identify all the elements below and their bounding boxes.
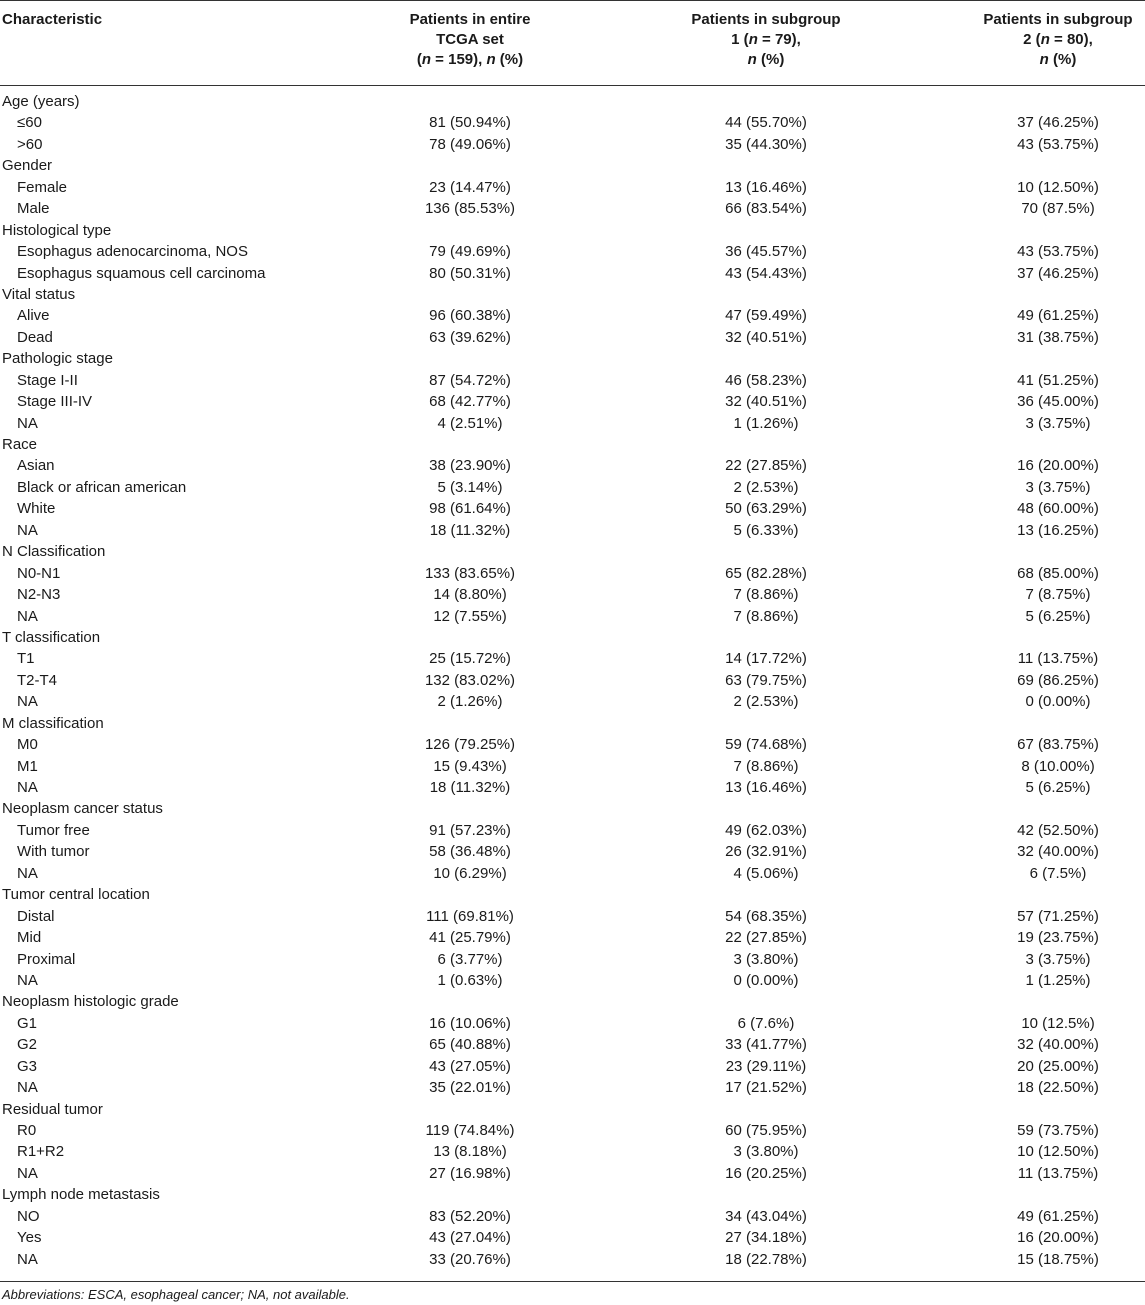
- header-subgroup-1: [666, 10, 866, 70]
- cell-subgroup-1: 50 (63.29%): [725, 500, 807, 518]
- row-label: R1+R2: [17, 1143, 65, 1161]
- cell-subgroup-2: 67 (83.75%): [1017, 736, 1099, 754]
- header-text: Characteristic: [2, 11, 103, 28]
- cell-subgroup-2: 43 (53.75%): [1017, 243, 1099, 261]
- table-section-row: [0, 541, 1145, 562]
- cell-entire-set: 81 (50.94%): [429, 114, 511, 132]
- table-row: [0, 927, 1145, 948]
- cell-entire-set: 126 (79.25%): [424, 736, 516, 754]
- cell-entire-set: 5 (3.14%): [437, 478, 503, 496]
- row-label: Race: [2, 436, 38, 453]
- cell-subgroup-2: 6 (7.5%): [1029, 864, 1087, 882]
- cell-entire-set: 2 (1.26%): [437, 693, 503, 711]
- cell-subgroup-1: 3 (3.80%): [733, 950, 799, 968]
- cell-entire-set: 1 (0.63%): [437, 971, 503, 989]
- table-row: [0, 1227, 1145, 1248]
- row-label: Neoplasm cancer status: [2, 800, 163, 818]
- cell-subgroup-1: 33 (41.77%): [725, 1036, 807, 1054]
- table-row: [0, 1141, 1145, 1162]
- cell-entire-set: 41 (25.79%): [429, 929, 511, 947]
- row-label: T2-T4: [17, 671, 58, 689]
- cell-entire-set: 63 (39.62%): [429, 328, 511, 346]
- row-label: T classification: [2, 628, 101, 646]
- table-body: [0, 91, 1145, 1270]
- cell-subgroup-1: 14 (17.72%): [725, 650, 807, 668]
- cell-subgroup-2: 10 (12.50%): [1017, 178, 1099, 196]
- table-row: [0, 1249, 1145, 1270]
- header-text: Patients in subgroup: [691, 11, 841, 28]
- table-row: [0, 391, 1145, 412]
- table-row: [0, 1034, 1145, 1055]
- header-text: 1 (n = 79),: [731, 31, 801, 48]
- row-label: M classification: [2, 714, 104, 732]
- cell-subgroup-2: 36 (45.00%): [1017, 393, 1099, 411]
- table-row: [0, 177, 1145, 198]
- cell-subgroup-1: 13 (16.46%): [725, 779, 807, 796]
- row-label: Proximal: [17, 950, 76, 968]
- row-label: G2: [17, 1036, 38, 1054]
- table-row: [0, 906, 1145, 927]
- row-label: NA: [17, 607, 38, 625]
- row-label: Dead: [17, 328, 53, 346]
- cell-subgroup-2: 3 (3.75%): [1025, 478, 1091, 496]
- cell-subgroup-2: 68 (85.00%): [1017, 564, 1099, 582]
- cell-subgroup-1: 65 (82.28%): [725, 564, 807, 582]
- row-label: NA: [17, 521, 38, 539]
- table-row: [0, 520, 1145, 541]
- row-label: NA: [17, 779, 38, 796]
- cell-entire-set: 38 (23.90%): [429, 457, 511, 475]
- cell-subgroup-1: 4 (5.06%): [733, 864, 799, 882]
- cell-entire-set: 18 (11.32%): [429, 779, 511, 796]
- row-label: Residual tumor: [2, 1100, 103, 1118]
- cell-subgroup-2: 42 (52.50%): [1017, 821, 1099, 839]
- row-label: White: [17, 500, 56, 518]
- cell-subgroup-2: 57 (71.25%): [1017, 907, 1099, 925]
- cell-entire-set: 25 (15.72%): [429, 650, 511, 668]
- row-label: NA: [17, 971, 38, 989]
- table-row: [0, 777, 1145, 798]
- cell-subgroup-2: 1 (1.25%): [1025, 971, 1091, 989]
- row-label: G3: [17, 1057, 38, 1075]
- row-label: NA: [17, 693, 38, 711]
- cell-subgroup-1: 5 (6.33%): [733, 521, 799, 539]
- cell-entire-set: 96 (60.38%): [429, 307, 511, 325]
- cell-entire-set: 18 (11.32%): [429, 521, 511, 539]
- table-row: [0, 112, 1145, 133]
- cell-entire-set: 83 (52.20%): [429, 1207, 511, 1225]
- row-label: G1: [17, 1014, 38, 1032]
- table-row: [0, 455, 1145, 476]
- table-row: [0, 1077, 1145, 1098]
- table-section-row: [0, 884, 1145, 905]
- cell-entire-set: 65 (40.88%): [429, 1036, 511, 1054]
- cell-subgroup-1: 2 (2.53%): [733, 693, 799, 711]
- row-label: NO: [17, 1207, 40, 1225]
- row-label: Stage I-II: [17, 371, 78, 389]
- table-row: [0, 670, 1145, 691]
- table-row: [0, 841, 1145, 862]
- cell-entire-set: 6 (3.77%): [437, 950, 503, 968]
- table-section-row: [0, 991, 1145, 1012]
- table-section-row: [0, 627, 1145, 648]
- row-label: Female: [17, 178, 68, 196]
- cell-subgroup-2: 41 (51.25%): [1017, 371, 1099, 389]
- table-row: [0, 370, 1145, 391]
- table-header: [0, 0, 1145, 86]
- cell-subgroup-2: 37 (46.25%): [1017, 264, 1099, 282]
- table-row: [0, 134, 1145, 155]
- cell-subgroup-1: 7 (8.86%): [733, 607, 799, 625]
- row-label: Tumor central location: [2, 886, 150, 904]
- cell-subgroup-1: 60 (75.95%): [725, 1122, 807, 1139]
- table-row: [0, 327, 1145, 348]
- row-label: Esophagus squamous cell carcinoma: [17, 264, 266, 282]
- cell-subgroup-1: 63 (79.75%): [725, 671, 807, 689]
- cell-subgroup-1: 16 (20.25%): [725, 1164, 807, 1182]
- table-section-row: [0, 1184, 1145, 1205]
- table-row: [0, 949, 1145, 970]
- table-row: [0, 756, 1145, 777]
- cell-entire-set: 43 (27.05%): [429, 1057, 511, 1075]
- table-row: [0, 241, 1145, 262]
- table-section-row: [0, 91, 1145, 112]
- table-section-row: [0, 798, 1145, 819]
- cell-subgroup-1: 43 (54.43%): [725, 264, 807, 282]
- cell-entire-set: 91 (57.23%): [429, 821, 511, 839]
- header-characteristic: [2, 10, 102, 30]
- cell-subgroup-2: 16 (20.00%): [1017, 457, 1099, 475]
- header-text: n (%): [1039, 51, 1077, 68]
- cell-subgroup-2: 0 (0.00%): [1025, 693, 1091, 711]
- row-label: Yes: [17, 1229, 42, 1247]
- cell-subgroup-2: 10 (12.50%): [1017, 1143, 1099, 1161]
- cell-subgroup-1: 17 (21.52%): [725, 1079, 807, 1097]
- table-section-row: [0, 713, 1145, 734]
- cell-subgroup-2: 16 (20.00%): [1017, 1229, 1099, 1247]
- cell-entire-set: 132 (83.02%): [424, 671, 516, 689]
- cell-subgroup-2: 8 (10.00%): [1021, 757, 1095, 775]
- cell-entire-set: 16 (10.06%): [429, 1014, 511, 1032]
- cell-entire-set: 78 (49.06%): [429, 135, 511, 153]
- row-label: Esophagus adenocarcinoma, NOS: [17, 243, 248, 261]
- row-label: NA: [17, 414, 38, 432]
- row-label: Mid: [17, 929, 42, 947]
- cell-subgroup-2: 13 (16.25%): [1017, 521, 1099, 539]
- cell-subgroup-1: 47 (59.49%): [725, 307, 807, 325]
- cell-entire-set: 27 (16.98%): [429, 1164, 511, 1182]
- cell-entire-set: 80 (50.31%): [429, 264, 511, 282]
- table-row: [0, 563, 1145, 584]
- header-text: Patients in subgroup: [983, 11, 1133, 28]
- header-text: Patients in entire: [409, 11, 531, 28]
- cell-subgroup-2: 11 (13.75%): [1017, 1164, 1099, 1182]
- table-footnote: Abbreviations: ESCA, esophageal cancer; NA, not available.: [2, 1287, 350, 1302]
- row-label: N Classification: [2, 543, 106, 561]
- cell-subgroup-1: 44 (55.70%): [725, 114, 807, 132]
- cell-entire-set: 87 (54.72%): [429, 371, 511, 389]
- row-label: Black or african american: [17, 478, 187, 496]
- cell-subgroup-2: 49 (61.25%): [1017, 1207, 1099, 1225]
- row-label: Tumor free: [17, 821, 90, 839]
- row-label: ≤60: [17, 114, 42, 132]
- cell-entire-set: 10 (6.29%): [433, 864, 507, 882]
- row-label: M0: [17, 736, 38, 754]
- cell-subgroup-1: 35 (44.30%): [725, 135, 807, 153]
- cell-subgroup-1: 46 (58.23%): [725, 371, 807, 389]
- cell-entire-set: 33 (20.76%): [429, 1250, 511, 1268]
- cell-entire-set: 43 (27.04%): [429, 1229, 511, 1247]
- row-label: >60: [17, 135, 43, 153]
- row-label: Asian: [17, 457, 55, 475]
- cell-subgroup-2: 19 (23.75%): [1017, 929, 1099, 947]
- table-section-row: [0, 434, 1145, 455]
- row-label: Pathologic stage: [2, 350, 113, 368]
- table-section-row: [0, 284, 1145, 305]
- row-label: NA: [17, 1164, 38, 1182]
- table-row: [0, 1120, 1145, 1141]
- cell-subgroup-2: 20 (25.00%): [1017, 1057, 1099, 1075]
- row-label: R0: [17, 1122, 37, 1139]
- cell-subgroup-2: 15 (18.75%): [1017, 1250, 1099, 1268]
- row-label: NA: [17, 864, 38, 882]
- table-row: [0, 970, 1145, 991]
- cell-subgroup-2: 32 (40.00%): [1017, 843, 1099, 861]
- cell-subgroup-2: 59 (73.75%): [1017, 1122, 1099, 1139]
- table-row: [0, 606, 1145, 627]
- cell-subgroup-1: 3 (3.80%): [733, 1143, 799, 1161]
- cell-entire-set: 15 (9.43%): [433, 757, 507, 775]
- table-row: [0, 263, 1145, 284]
- cell-subgroup-1: 66 (83.54%): [725, 200, 807, 218]
- row-label: Histological type: [2, 221, 112, 239]
- table-row: [0, 1056, 1145, 1077]
- cell-subgroup-2: 49 (61.25%): [1017, 307, 1099, 325]
- row-label: Alive: [17, 307, 50, 325]
- table-row: [0, 198, 1145, 219]
- table-row: [0, 477, 1145, 498]
- table-row: [0, 413, 1145, 434]
- cell-subgroup-2: 32 (40.00%): [1017, 1036, 1099, 1054]
- row-label: Age (years): [2, 93, 80, 110]
- cell-entire-set: 68 (42.77%): [429, 393, 511, 411]
- cell-entire-set: 12 (7.55%): [433, 607, 507, 625]
- table-section-row: [0, 220, 1145, 241]
- cell-entire-set: 4 (2.51%): [437, 414, 503, 432]
- cell-subgroup-1: 36 (45.57%): [725, 243, 807, 261]
- row-label: Lymph node metastasis: [2, 1186, 160, 1204]
- cell-subgroup-2: 48 (60.00%): [1017, 500, 1099, 518]
- cell-subgroup-1: 27 (34.18%): [725, 1229, 807, 1247]
- row-label: N2-N3: [17, 586, 61, 604]
- table-row: [0, 1163, 1145, 1184]
- cell-subgroup-1: 22 (27.85%): [725, 457, 807, 475]
- cell-subgroup-1: 0 (0.00%): [733, 971, 799, 989]
- cell-subgroup-1: 22 (27.85%): [725, 929, 807, 947]
- cell-subgroup-1: 2 (2.53%): [733, 478, 799, 496]
- table-row: [0, 1206, 1145, 1227]
- cell-subgroup-2: 37 (46.25%): [1017, 114, 1099, 132]
- table-section-row: [0, 155, 1145, 176]
- cell-subgroup-1: 6 (7.6%): [737, 1014, 795, 1032]
- table-section-row: [0, 348, 1145, 369]
- cell-subgroup-1: 7 (8.86%): [733, 757, 799, 775]
- cell-subgroup-1: 18 (22.78%): [725, 1250, 807, 1268]
- cell-subgroup-1: 59 (74.68%): [725, 736, 807, 754]
- cell-entire-set: 23 (14.47%): [429, 178, 511, 196]
- table-row: [0, 1013, 1145, 1034]
- table-row: [0, 498, 1145, 519]
- row-label: NA: [17, 1079, 38, 1097]
- row-label: N0-N1: [17, 564, 61, 582]
- header-text: TCGA set: [436, 31, 504, 48]
- cell-subgroup-1: 23 (29.11%): [725, 1057, 807, 1075]
- table-row: [0, 584, 1145, 605]
- cell-entire-set: 13 (8.18%): [433, 1143, 507, 1161]
- cell-subgroup-2: 43 (53.75%): [1017, 135, 1099, 153]
- cell-subgroup-1: 49 (62.03%): [725, 821, 807, 839]
- cell-subgroup-2: 7 (8.75%): [1025, 586, 1091, 604]
- cell-subgroup-2: 5 (6.25%): [1025, 607, 1091, 625]
- cell-subgroup-2: 3 (3.75%): [1025, 414, 1091, 432]
- cell-subgroup-1: 32 (40.51%): [725, 328, 807, 346]
- cell-subgroup-2: 3 (3.75%): [1025, 950, 1091, 968]
- cell-entire-set: 58 (36.48%): [429, 843, 511, 861]
- row-label: M1: [17, 757, 38, 775]
- cell-entire-set: 98 (61.64%): [429, 500, 511, 518]
- cell-subgroup-1: 32 (40.51%): [725, 393, 807, 411]
- cell-subgroup-2: 5 (6.25%): [1025, 779, 1091, 796]
- cell-subgroup-2: 70 (87.5%): [1021, 200, 1095, 218]
- cell-subgroup-1: 54 (68.35%): [725, 907, 807, 925]
- row-label: T1: [17, 650, 35, 668]
- table-row: [0, 820, 1145, 841]
- cell-entire-set: 136 (85.53%): [424, 200, 516, 218]
- cell-subgroup-1: 7 (8.86%): [733, 586, 799, 604]
- cell-entire-set: 133 (83.65%): [424, 564, 516, 582]
- cell-subgroup-1: 1 (1.26%): [733, 414, 799, 432]
- cell-subgroup-1: 13 (16.46%): [725, 178, 807, 196]
- header-entire-set: [370, 10, 570, 70]
- bottom-rule: [0, 1281, 1145, 1282]
- cell-subgroup-2: 31 (38.75%): [1017, 328, 1099, 346]
- row-label: With tumor: [17, 843, 90, 861]
- cell-subgroup-1: 26 (32.91%): [725, 843, 807, 861]
- cell-entire-set: 119 (74.84%): [425, 1122, 515, 1139]
- row-label: Stage III-IV: [17, 393, 93, 411]
- table-row: [0, 691, 1145, 712]
- cell-entire-set: 14 (8.80%): [433, 586, 507, 604]
- row-label: Male: [17, 200, 50, 218]
- table-section-row: [0, 1099, 1145, 1120]
- cell-subgroup-2: 11 (13.75%): [1017, 650, 1099, 668]
- header-text: (n = 159), n (%): [416, 51, 524, 68]
- row-label: Gender: [2, 157, 53, 175]
- row-label: Neoplasm histologic grade: [2, 993, 179, 1011]
- cell-subgroup-2: 69 (86.25%): [1017, 671, 1099, 689]
- row-label: Distal: [17, 907, 55, 925]
- cell-subgroup-1: 34 (43.04%): [725, 1207, 807, 1225]
- cell-entire-set: 35 (22.01%): [429, 1079, 511, 1097]
- cell-subgroup-2: 18 (22.50%): [1017, 1079, 1099, 1097]
- table-row: [0, 648, 1145, 669]
- cell-entire-set: 79 (49.69%): [429, 243, 511, 261]
- header-text: 2 (n = 80),: [1023, 31, 1093, 48]
- row-label: Vital status: [2, 285, 76, 303]
- table-row: [0, 734, 1145, 755]
- header-subgroup-2: [958, 10, 1145, 70]
- table-row: [0, 863, 1145, 884]
- row-label: NA: [17, 1250, 38, 1268]
- cell-entire-set: 111 (69.81%): [426, 907, 514, 925]
- table-row: [0, 305, 1145, 326]
- header-text: n (%): [747, 51, 785, 68]
- cell-subgroup-2: 10 (12.5%): [1021, 1014, 1095, 1032]
